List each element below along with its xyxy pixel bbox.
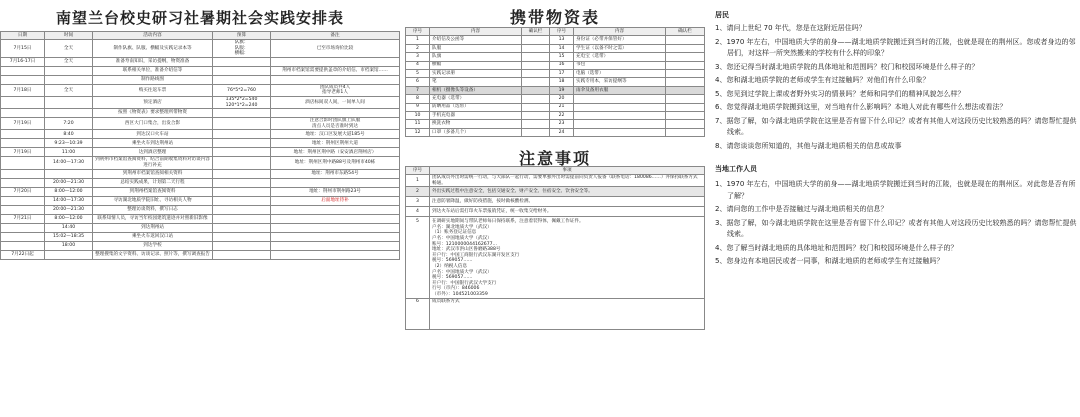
items-cell: 8 [406,95,430,103]
table-row [406,95,705,103]
items-cell: 1 [406,36,430,44]
notes-text-cell: 外出实践过程中注意安全，包括交通安全、财产安全、住宿安全、饮食安全等。 [430,187,705,197]
schedule-cell [1,223,45,232]
schedule-cell: 按照《物资表》要求整理所带物资 [93,109,213,118]
schedule-cell [271,57,400,66]
items-header-cell: 确认栏 [666,28,705,36]
schedule-cell: 7月18日 [1,84,45,96]
schedule-cell: 荆州市档案馆需要提供盖章的介绍信、市档案馆…… [271,66,400,75]
schedule-cell: 队旗： 队服： 横幅： [213,40,271,58]
schedule-cell: 制作路线图 [93,75,213,84]
schedule-cell: 7月19日 [1,118,45,130]
items-cell: 口罩（多备几个） [430,128,522,136]
schedule-cell [45,66,93,75]
schedule-cell [45,169,93,178]
table-row [406,36,705,44]
schedule-cell: 全天 [45,40,93,58]
schedule-cell: 9:23—10:39 [45,139,93,148]
schedule-cell: 7月21日 [1,214,45,223]
items-cell [666,36,705,44]
items-cell: 22 [550,111,574,119]
items-cell: 19 [550,86,574,94]
items-cell: 6 [406,78,430,86]
notes-header-cell: 序号 [406,167,430,175]
schedule-cell [1,130,45,139]
schedule-cell: 地址：荆州区荆中路（安安酒店荆州店） [271,148,400,157]
schedule-cell: 到荆州市档案馆查阅相关资料 [93,169,213,178]
table-row [406,187,705,197]
table-row [406,44,705,52]
table-row [406,111,705,119]
notes-text-cell: 到达火车站后需打印火车票报销凭证，统一收集交给财务。 [430,207,705,217]
items-cell: 18 [550,78,574,86]
items-cell [522,120,550,128]
schedule-header-cell: 日期 [1,32,45,40]
table-row [406,298,705,329]
notes-title: 注意事项 [518,149,591,169]
items-cell [574,120,666,128]
schedule-cell [271,214,400,223]
question-item: 4、您了解当时湖北地质的具体地址和范围吗？校门和校园环境是什么样子的？ [715,243,958,252]
items-cell: 3 [406,53,430,61]
items-cell [522,53,550,61]
schedule-cell [213,66,271,75]
items-cell: 12 [406,128,430,136]
items-cell [574,111,666,119]
items-cell [574,95,666,103]
schedule-cell: 7月16-17日 [1,57,45,66]
table-row [1,241,400,250]
question-item: 2、1970 年左右，中国地质大学的前身——湖北地质学院搬迁到当时的江陵，也就是现在的荆州区。您或者身边的邻居们，对这样一所突然搬来的学校有什么样的印象？ [715,37,1076,57]
items-table [405,27,705,137]
schedule-cell: 14:00—17:30 [45,157,93,169]
items-cell: 介绍信及公函等 [430,36,522,44]
schedule-cell [213,187,271,196]
schedule-cell [271,75,400,84]
table-row [1,223,400,232]
question-item: 7、据您了解，如今湖北地质学院在这里是否有留下什么印记？或者有其他人对这段历史比较熟悉的吗？请您帮忙提供线索。 [715,116,1077,136]
schedule-cell: 8:00—12:00 [45,214,93,223]
schedule-cell [213,57,271,66]
schedule-cell: 西区大门口集合，出发合影 [93,118,213,130]
table-row [1,118,400,130]
items-cell [666,95,705,103]
schedule-cell: 到达荆州站 [93,223,213,232]
items-cell [666,53,705,61]
schedule-cell [271,178,400,187]
items-cell [522,61,550,69]
schedule-cell [45,250,93,259]
residents-heading: 居民 [715,11,729,19]
question-item: 4、您和湖北地质学院的老师或学生有过接触吗？对他们有什么印象？ [715,76,930,84]
items-cell: 相机（摄像头等设备） [430,86,522,94]
items-panel [405,0,705,417]
notes-number-cell: 5 [406,217,430,298]
table-row [1,40,400,58]
schedule-cell: 8:40 [45,130,93,139]
items-cell [666,128,705,136]
schedule-cell [213,214,271,223]
schedule-cell [1,178,45,187]
table-row [406,197,705,207]
items-cell: 防晒用品（选带） [430,103,522,111]
items-cell [522,95,550,103]
notes-number-cell: 2 [406,187,430,197]
schedule-cell: 地址：荆州区荆州大道 [271,139,400,148]
schedule-cell: 14:40 [45,223,93,232]
items-header-cell: 内容 [430,28,522,36]
schedule-header-cell: 预算 [213,32,271,40]
schedule-cell [213,178,271,187]
schedule-table [0,31,400,260]
schedule-cell: 寻访湖北地质学院旧址、寻访相关人物 [93,196,213,205]
schedule-cell: 制作队旗、队服、横幅及实践记录本等 [93,40,213,58]
items-cell [666,111,705,119]
items-cell [666,78,705,86]
schedule-cell: 到达汉口火车站 [93,130,213,139]
items-cell [522,111,550,119]
notes-text-cell: 注意防暑降温，做好防疫措施，按时做核酸检测。 [430,197,705,207]
schedule-cell: 乘坐火车返回汉口站 [93,232,213,241]
notes-number-cell: 4 [406,207,430,217]
schedule-cell: 地址：荆州区荆中路88号及荆州市40栋 [271,157,400,169]
table-row [406,86,705,94]
items-cell: 9 [406,103,430,111]
schedule-cell [213,139,271,148]
items-cell: 16 [550,61,574,69]
schedule-cell [213,169,271,178]
items-cell: 换洗衣物 [430,120,522,128]
schedule-cell [271,109,400,118]
table-row [1,148,400,157]
items-cell [522,128,550,136]
table-row [1,214,400,223]
schedule-cell: 全天 [45,57,93,66]
question-item: 8、请您谈谈您所知道的，其他与湖北地质相关的信息或故事 [715,141,902,150]
question-item: 5、您身边有本地居民或者一同事，和湖北地质的老师或学生有过接触吗？ [715,257,944,265]
schedule-cell: 整理访谈资料，撰写日志 [93,205,213,214]
items-cell: 身份证（必带并保管好） [574,36,666,44]
table-row [1,66,400,75]
schedule-cell [1,66,45,75]
schedule-cell: 注意合影时团队旗上队服 清点人员是否准时到达 [271,118,400,130]
items-header-cell: 内容 [574,28,666,36]
schedule-cell [213,205,271,214]
schedule-cell [45,96,93,108]
schedule-cell: 联系知情人员，寻访当年校园建筑遗迹并对照新旧影像 [93,214,213,223]
schedule-cell: 7:20 [45,118,93,130]
schedule-cell [271,223,400,232]
schedule-cell: 7月22日起 [1,250,45,259]
items-header-cell: 确认栏 [522,28,550,36]
schedule-cell [213,148,271,157]
schedule-cell: 地址：汉口区发展大道185号 [271,130,400,139]
schedule-cell: 76*5*2=760 [213,84,271,96]
schedule-cell [271,250,400,259]
notes-number-cell: 6 [406,298,430,329]
items-cell: 实践记录册 [430,69,522,77]
schedule-header-cell: 备注 [271,32,400,40]
questions-panel [715,0,1080,417]
schedule-cell: 20:00—21:30 [45,178,93,187]
schedule-cell: 7月19日 [1,148,45,157]
table-row [406,120,705,128]
table-row [1,84,400,96]
items-cell: 14 [550,44,574,52]
schedule-cell [213,223,271,232]
items-cell [666,103,705,111]
table-row [1,75,400,84]
schedule-cell [1,139,45,148]
schedule-cell: 已至市场询价比较 [271,40,400,58]
schedule-cell [1,205,45,214]
items-cell: 11 [406,120,430,128]
schedule-cell [271,241,400,250]
table-row [406,103,705,111]
schedule-cell [213,75,271,84]
items-cell [522,36,550,44]
schedule-cell [1,169,45,178]
table-row [1,250,400,259]
items-cell: 充电宝（选带） [574,53,666,61]
workers-question-list [715,179,1080,268]
schedule-cell [213,232,271,241]
items-cell: 队旗 [430,53,522,61]
table-row [406,175,705,187]
schedule-cell [213,130,271,139]
schedule-header-cell: 活动内容 [93,32,213,40]
items-cell: 15 [550,53,574,61]
schedule-cell: 11:00 [45,148,93,157]
items-header-row [406,28,705,36]
items-cell: 雨伞及备用衣服 [574,86,666,94]
notes-text-cell: 在调研实地期间与带队老师每日保持联系，注意着装得体，佩戴工作证件。 户名：湖北地质大学（武汉） （1）账务登记证信息 户名：中国地质大学（武汉） 账号：1210000044162677… 地址：武汉市洪山区鲁磨路388号 开户行：中国工商银行武汉东湖开发区支行 税号：569057…… （2）纳税人信息 户名：中国地质大学（武汉） 税号：569057…… 开户行：中国银行武汉大学支行 行号（市内）：846006 （市外）：104521003359 [430,217,705,298]
schedule-cell [271,232,400,241]
schedule-cell: 135*2*2=540 120*1*2=240 [213,96,271,108]
items-cell: 笔 [430,78,522,86]
schedule-cell: 到荆州档案馆查阅资料 [93,187,213,196]
notes-number-cell: 1 [406,175,430,187]
notes-header-cell: 事项 [430,167,705,175]
table-row [406,207,705,217]
notes-text-cell: 成员联系方式 [430,298,705,329]
items-cell [522,69,550,77]
schedule-cell [213,157,271,169]
notes-text-cell: 团队成员外出时需统一行动，与大部队一起行动，需要单独外出时需提前向负责人报备（联系电话：180086……）并保持联系方式畅通。 [430,175,705,187]
schedule-cell: 乘坐火车到达荆州站 [93,139,213,148]
question-item: 1、请问上世纪 70 年代，您是在这附近居住吗？ [715,24,866,32]
table-row [406,217,705,298]
items-cell: 2 [406,44,430,52]
items-cell [522,78,550,86]
schedule-cell [1,75,45,84]
schedule-cell [213,250,271,259]
schedule-cell [45,75,93,84]
table-row [406,128,705,136]
items-cell: 13 [550,36,574,44]
schedule-cell: 20:00—21:30 [45,205,93,214]
schedule-cell [213,241,271,250]
items-cell: 21 [550,103,574,111]
table-row [1,109,400,118]
schedule-cell: 酒店标间双人间，一间单人间 [271,96,400,108]
schedule-cell: 到达学校 [93,241,213,250]
items-cell: 10 [406,111,430,119]
table-row [1,196,400,205]
items-cell [522,86,550,94]
table-row [406,78,705,86]
items-cell [574,128,666,136]
items-cell [666,86,705,94]
schedule-cell: 购买往返车票 [93,84,213,96]
table-row [406,61,705,69]
residents-question-list [715,23,1080,152]
table-row [1,57,400,66]
schedule-cell: 7月20日 [1,187,45,196]
table-row [406,53,705,61]
items-cell [666,44,705,52]
items-cell [666,69,705,77]
items-cell [666,61,705,69]
items-cell: 20 [550,95,574,103]
items-cell: 学生证（以备不时之需） [574,44,666,52]
items-cell: 充电器（选带） [430,95,522,103]
schedule-cell [45,109,93,118]
schedule-cell [1,157,45,169]
items-cell: 24 [550,128,574,136]
schedule-cell [213,109,271,118]
items-cell [666,120,705,128]
items-cell: 手机充电器 [430,111,522,119]
items-cell [522,103,550,111]
items-header-cell: 序号 [406,28,430,36]
schedule-cell: 18:00 [45,241,93,250]
items-cell: 队服 [430,44,522,52]
schedule-cell: 7月15日 [1,40,45,58]
schedule-cell [271,205,400,214]
items-cell: 电脑（选带） [574,69,666,77]
schedule-cell: 地址：荆州市荆州路23号 [271,187,400,196]
question-item: 3、您还记得当时湖北地质学院的具体地址和范围吗？校门和校园环境是什么样子的？ [715,62,979,71]
schedule-cell: 联系相关单位，准备介绍信等 [93,66,213,75]
question-item: 6、您觉得湖北地质学院搬到这里，对当地有什么影响吗？本地人对此有哪些什么想法或看法？ [715,103,1007,111]
items-cell [522,44,550,52]
table-row [406,69,705,77]
table-row [1,96,400,108]
items-header-cell: 序号 [550,28,574,36]
table-row [1,232,400,241]
items-title: 携带物资表 [509,8,600,27]
schedule-cell: 8:00—12:00 [45,187,93,196]
table-row [1,157,400,169]
table-row [1,187,400,196]
schedule-cell: 整理搜集的文字资料、访谈记录、照片等，撰写调查报告 [93,250,213,259]
table-row [1,178,400,187]
workers-heading: 当地工作人员 [715,165,757,173]
schedule-cell [1,109,45,118]
items-cell: 书包 [574,61,666,69]
schedule-panel [0,0,400,417]
schedule-cell: 到荆州市档案馆查阅资料，结合前期收集资料对访谈内容进行补充 [93,157,213,169]
schedule-cell [1,232,45,241]
question-item: 3、据您了解，如今湖北地质学院在这里是否有留下什么印记？或者有其他人对这段历史比较熟悉的吗？请您帮忙提供线索。 [715,218,1077,238]
items-cell: 4 [406,61,430,69]
items-cell [574,103,666,111]
schedule-cell [213,118,271,130]
question-item: 2、请问您的工作中是否接触过与湖北地质相关的信息？ [715,205,888,213]
schedule-cell [1,96,45,108]
items-cell: 实践专用本，采访提纲等 [574,78,666,86]
schedule-cell: 达到酒店整理 [93,148,213,157]
table-row [1,205,400,214]
notes-number-cell: 3 [406,197,430,207]
question-item: 5、您见到过学院上课或者野外实习的情景吗？老师和同学们的精神风貌怎么样？ [715,89,965,98]
schedule-cell: 15:02—18:35 [45,232,93,241]
table-row [1,169,400,178]
schedule-cell: 地址：荆州市东路54号 [271,169,400,178]
items-cell: 23 [550,120,574,128]
schedule-header-row [1,32,400,40]
items-cell: 7 [406,86,430,94]
items-cell: 17 [550,69,574,77]
schedule-cell: 预定酒店 [93,96,213,108]
schedule-cell: 准备寿南知识，采访提纲，物资准备 [93,57,213,66]
schedule-title: 南望兰台校史研习社暑期社会实践安排表 [55,9,344,27]
items-cell: 5 [406,69,430,77]
schedule-cell: 后面地址待补 [271,196,400,205]
schedule-cell: 总结实践成果，计划第二天行程 [93,178,213,187]
schedule-cell [1,241,45,250]
question-item: 1、1970 年左右，中国地质大学的前身——湖北地质学院搬迁到当时的江陵，也就是现在的荆州区。对此您是否有所了解？ [715,180,1076,200]
notes-table [405,166,705,330]
schedule-cell [213,196,271,205]
items-cell: 横幅 [430,61,522,69]
schedule-cell [1,196,45,205]
schedule-cell: 14:00—17:30 [45,196,93,205]
schedule-header-cell: 时间 [45,32,93,40]
schedule-cell: 全天 [45,84,93,96]
table-row [1,139,400,148]
schedule-cell: 团队成员共4人 指导老师1人 [271,84,400,96]
table-row [1,130,400,139]
